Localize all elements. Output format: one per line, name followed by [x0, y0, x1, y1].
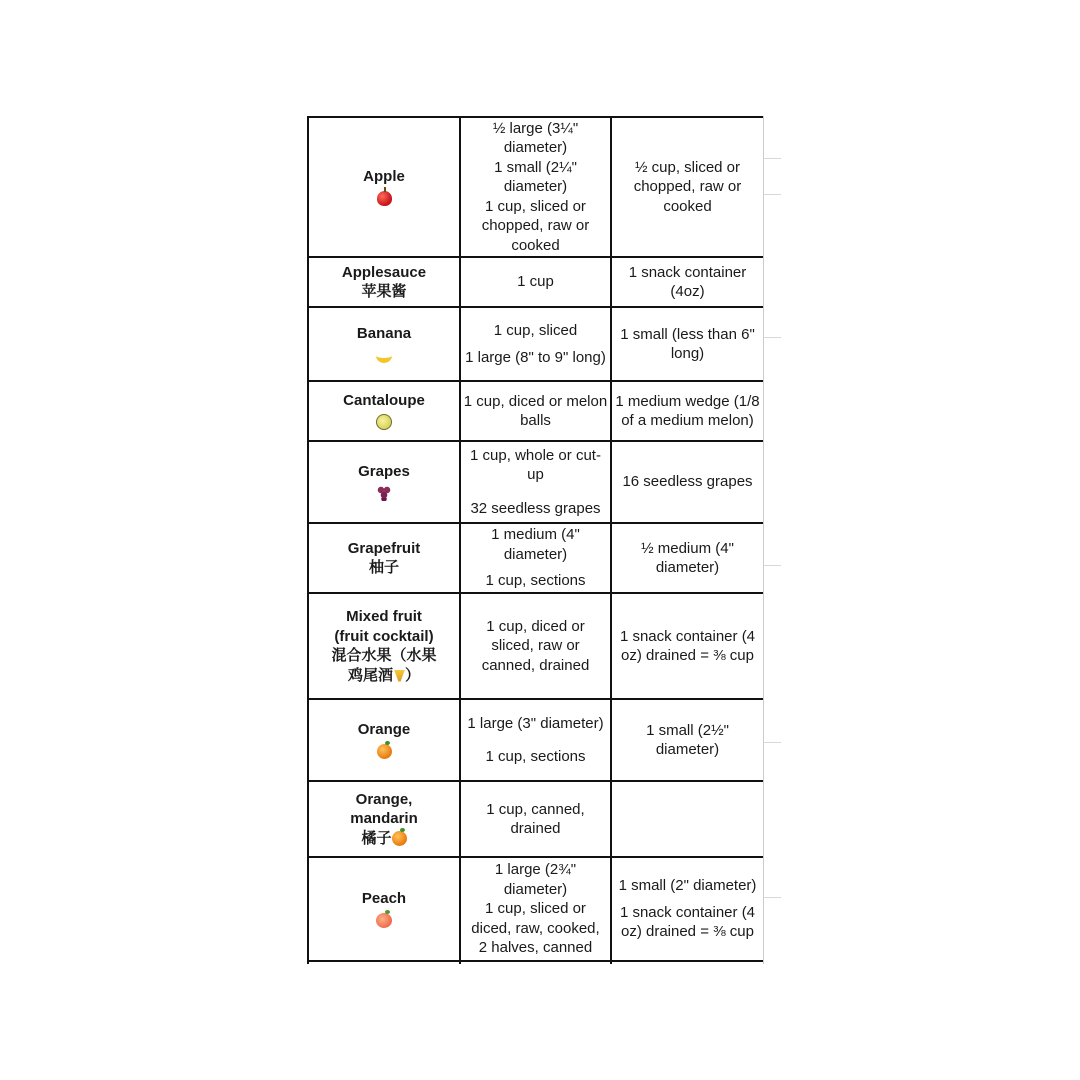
fruit-name: Peach [361, 889, 407, 907]
half-serving-cell [611, 593, 763, 699]
fruit-name: Banana [356, 324, 412, 342]
serving-text: 1 medium wedge (1/8 of a medium melon) [615, 392, 760, 429]
serving-cell [460, 307, 611, 381]
fruit-name-cell [308, 117, 460, 257]
orange-icon [311, 742, 457, 760]
fruit-name-cell [308, 257, 460, 307]
serving-text: 1 small (2¼" diameter) [494, 158, 577, 196]
fruit-name-chinese: 苹果酱 [361, 283, 407, 300]
fruit-serving-sheet [307, 116, 763, 964]
fruit-name: Apple [363, 167, 405, 185]
fruit-name-cell [308, 857, 460, 961]
serving-text: 1 cup [517, 273, 554, 291]
serving-text: 1 snack container (4oz) [628, 263, 747, 300]
serving-text: 1 cup, sections [485, 748, 586, 765]
fruit-name-cell [308, 593, 460, 699]
serving-text: ½ large (3¼" diameter) [492, 119, 579, 157]
serving-cell [460, 593, 611, 699]
serving-cell [460, 699, 611, 781]
fruit-serving-table [307, 116, 763, 964]
ghost-gridline [763, 337, 781, 338]
sheet-right-gridline [763, 116, 764, 964]
serving-text: 1 cup, sliced or chopped, raw or cooked [481, 197, 590, 254]
apple-icon [311, 189, 457, 207]
fruit-name: Applesauce [341, 263, 427, 281]
serving-text: ½ cup, sliced or chopped, raw or cooked [633, 158, 742, 215]
half-serving-cell [611, 523, 763, 593]
serving-text: 1 large (3" diameter) [467, 714, 604, 732]
fruit-name-chinese: 橘子 [361, 829, 392, 847]
serving-text: 1 small (less than 6" long) [620, 325, 755, 362]
serving-text: 1 snack container (4 oz) drained = ⅜ cup [619, 627, 756, 664]
serving-cell [460, 857, 611, 961]
half-serving-cell [611, 441, 763, 523]
fruit-name: mandarin [350, 810, 418, 828]
table-row [308, 117, 763, 257]
fruit-name-chinese: 柚子 [368, 559, 399, 576]
banana-icon [311, 346, 457, 364]
empty-cell [308, 961, 460, 964]
table-row [308, 699, 763, 781]
half-serving-cell [611, 857, 763, 961]
serving-text: 16 seedless grapes [622, 473, 753, 491]
fruit-name-cell [308, 699, 460, 781]
fruit-name-cell [308, 381, 460, 441]
serving-text: 1 large (2¾" diameter) [494, 861, 577, 898]
serving-cell [460, 381, 611, 441]
serving-text: 1 cup, diced or melon balls [463, 392, 608, 429]
fruit-name-chinese-line [311, 829, 457, 849]
fruit-name: Grapefruit [347, 539, 421, 557]
ghost-gridline [763, 158, 781, 159]
table-row [308, 781, 763, 857]
serving-text: 1 large (8" to 9" long) [465, 348, 606, 366]
serving-cell [460, 257, 611, 307]
grapes-icon [311, 484, 457, 502]
fruit-name: Orange, [355, 790, 413, 808]
fruit-name-cell [308, 441, 460, 523]
fruit-name: Grapes [358, 462, 410, 480]
fruit-name: (fruit cocktail) [334, 627, 434, 645]
table-row [308, 381, 763, 441]
serving-text: 1 small (2" diameter) [618, 877, 757, 895]
cocktail-icon [394, 670, 405, 682]
table-row [308, 307, 763, 381]
fruit-name-cell [308, 523, 460, 593]
serving-cell [460, 441, 611, 523]
serving-text: 1 medium (4" diameter) [491, 526, 580, 563]
half-serving-cell [611, 307, 763, 381]
table-row [308, 857, 763, 961]
serving-text: 1 snack container (4 oz) drained = ⅜ cup [619, 903, 756, 941]
serving-cell [460, 523, 611, 593]
serving-cell [460, 781, 611, 857]
fruit-name: Orange [357, 720, 411, 738]
half-serving-cell [611, 117, 763, 257]
ghost-gridline [763, 194, 781, 195]
serving-text: 1 cup, sliced [493, 322, 578, 339]
serving-text: 1 cup, canned, drained [486, 800, 585, 837]
serving-cell [460, 117, 611, 257]
empty-cell [611, 961, 763, 964]
table-row [308, 593, 763, 699]
table-row-cutoff [308, 961, 763, 964]
half-serving-cell [611, 257, 763, 307]
half-serving-cell [611, 781, 763, 857]
serving-text: 1 cup, whole or cut-up [470, 446, 601, 484]
orange-icon [392, 831, 407, 846]
table-row [308, 523, 763, 593]
half-serving-cell [611, 381, 763, 441]
empty-cell [460, 961, 611, 964]
serving-text: 1 cup, sliced or diced, raw, cooked, [471, 900, 600, 937]
serving-text: 2 halves, canned [478, 939, 593, 957]
fruit-name: Mixed fruit [346, 608, 422, 625]
melon-icon [311, 413, 457, 431]
ghost-gridline [763, 565, 781, 566]
ghost-gridline [763, 742, 781, 743]
peach-icon [311, 911, 457, 929]
serving-text: 1 cup, sections [485, 572, 586, 590]
fruit-name-cell [308, 307, 460, 381]
fruit-name-cell [308, 781, 460, 857]
serving-text: 32 seedless grapes [470, 499, 601, 517]
fruit-name-chinese-line [309, 666, 459, 686]
half-serving-cell [611, 699, 763, 781]
serving-text: ½ medium (4" diameter) [641, 539, 734, 576]
serving-text: 1 small (2½" diameter) [646, 721, 729, 758]
serving-text: 1 cup, diced or sliced, raw or canned, drained [481, 617, 590, 674]
ghost-gridline [763, 897, 781, 898]
fruit-name: Cantaloupe [343, 391, 425, 409]
table-row [308, 441, 763, 523]
fruit-name-chinese: ） [405, 666, 421, 684]
table-row [308, 257, 763, 307]
fruit-name-chinese: 混合水果（水果 [331, 647, 437, 664]
fruit-name-chinese: 鸡尾酒 [347, 666, 393, 684]
